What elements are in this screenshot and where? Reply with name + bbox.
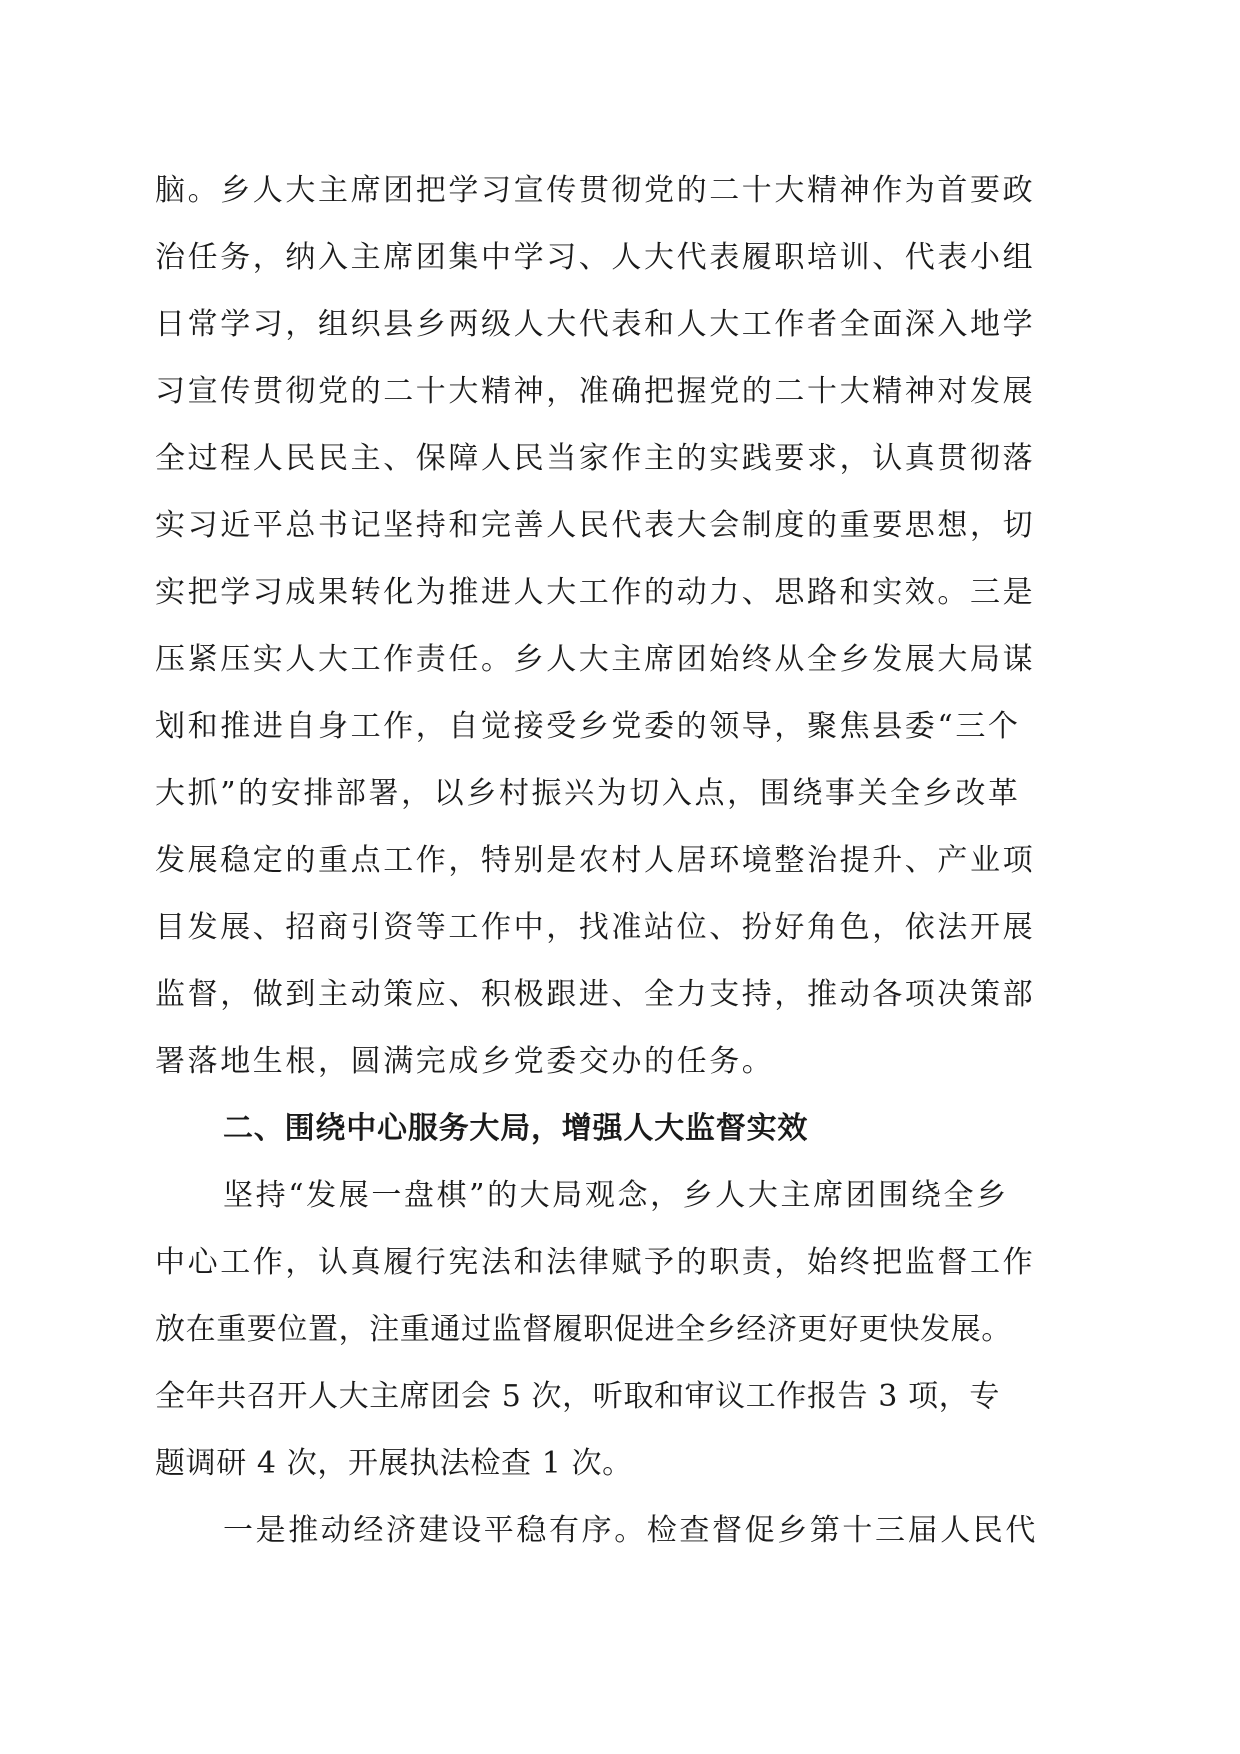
paragraph-1-line-8: 压紧压实人大工作责任。乡人大主席团始终从全乡发展大局谋 (155, 642, 1036, 677)
paragraph-1-line-9: 划和推进自身工作，自觉接受乡党委的领导，聚焦县委“三个 (155, 709, 1021, 744)
paragraph-1-line-1: 脑。乡人大主席团把学习宣传贯彻党的二十大精神作为首要政 (155, 173, 1036, 208)
paragraph-1-line-3: 日常学习，组织县乡两级人大代表和人大工作者全面深入地学 (155, 307, 1036, 342)
paragraph-2-line-5: 题调研 4 次，开展执法检查 1 次。 (155, 1446, 633, 1481)
paragraph-1-line-10: 大抓”的安排部署，以乡村振兴为切入点，围绕事关全乡改革 (155, 776, 1021, 811)
paragraph-1-line-12: 目发展、招商引资等工作中，找准站位、扮好角色，依法开展 (155, 910, 1036, 945)
paragraph-1-line-5: 全过程人民民主、保障人民当家作主的实践要求，认真贯彻落 (155, 441, 1036, 476)
section-heading: 二、围绕中心服务大局，增强人大监督实效 (223, 1111, 809, 1146)
paragraph-1-line-14: 署落地生根，圆满完成乡党委交办的任务。 (155, 1044, 775, 1079)
paragraph-2-line-2: 中心工作，认真履行宪法和法律赋予的职责，始终把监督工作 (155, 1245, 1036, 1280)
paragraph-1-line-4: 习宣传贯彻党的二十大精神，准确把握党的二十大精神对发展 (155, 374, 1036, 409)
paragraph-2-line-3: 放在重要位置，注重通过监督履职促进全乡经济更好更快发展。 (155, 1312, 1012, 1347)
paragraph-1-line-13: 监督，做到主动策应、积极跟进、全力支持，推动各项决策部 (155, 977, 1036, 1012)
paragraph-2-line-1: 坚持“发展一盘棋”的大局观念，乡人大主席团围绕全乡 (223, 1178, 1009, 1213)
paragraph-1-line-7: 实把学习成果转化为推进人大工作的动力、思路和实效。三是 (155, 575, 1036, 610)
paragraph-1-line-2: 治任务，纳入主席团集中学习、人大代表履职培训、代表小组 (155, 240, 1036, 275)
paragraph-1-line-11: 发展稳定的重点工作，特别是农村人居环境整治提升、产业项 (155, 843, 1036, 878)
paragraph-1-line-6: 实习近平总书记坚持和完善人民代表大会制度的重要思想，切 (155, 508, 1036, 543)
paragraph-2-line-4: 全年共召开人大主席团会 5 次，听取和审议工作报告 3 项，专 (155, 1379, 1000, 1414)
paragraph-3-line-1: 一是推动经济建设平稳有序。检查督促乡第十三届人民代 (223, 1513, 1038, 1548)
